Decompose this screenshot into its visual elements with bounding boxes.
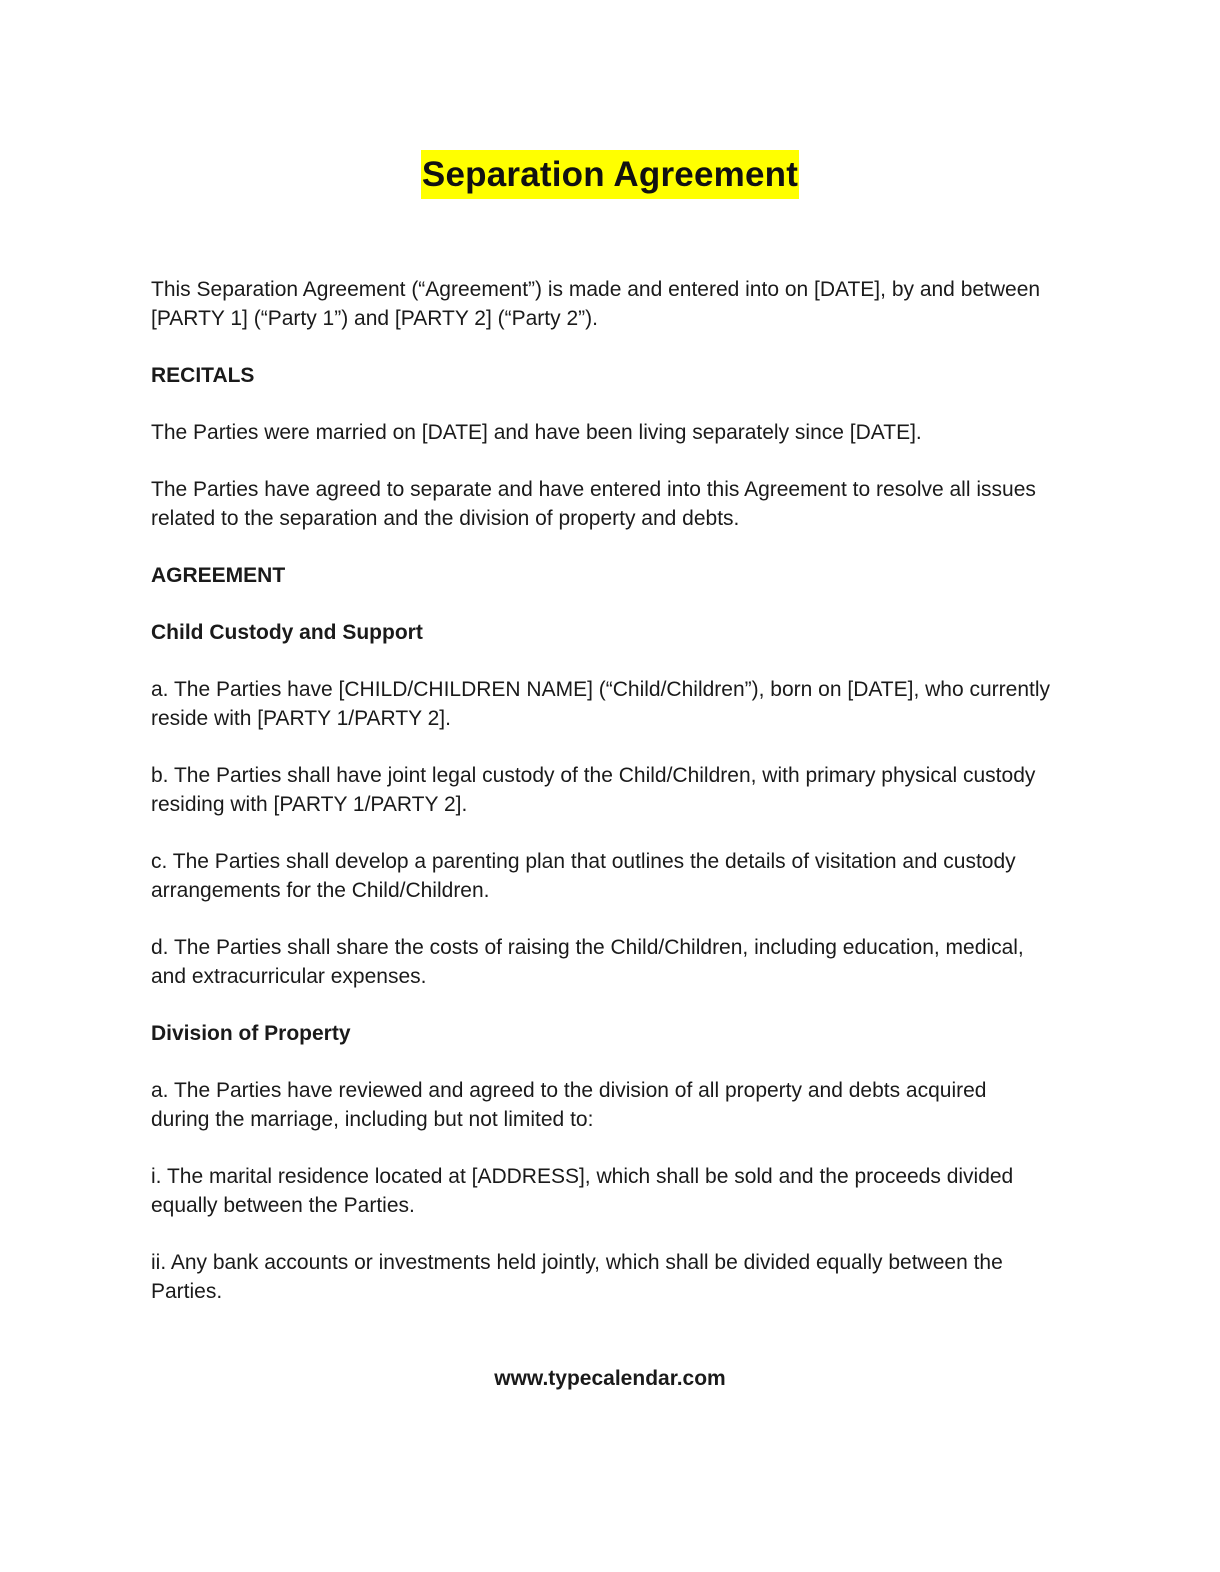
custody-item-d — [151, 933, 1081, 991]
property-item-ii — [151, 1248, 1081, 1306]
custody-b-line-1: b. The Parties shall have joint legal custody of the Child/Children, with primary physical custody — [151, 764, 1036, 787]
custody-heading: Child Custody and Support — [151, 621, 423, 644]
custody-d-line-1: d. The Parties shall share the costs of raising the Child/Children, including education, medical, — [151, 936, 1024, 959]
property-i-line-2: equally between the Parties. — [151, 1194, 415, 1217]
custody-c-line-2: arrangements for the Child/Children. — [151, 879, 490, 902]
intro-line-1: This Separation Agreement (“Agreement”) is made and entered into on [DATE], by and between — [151, 278, 1041, 301]
custody-a-line-2: reside with [PARTY 1/PARTY 2]. — [151, 707, 451, 730]
recitals-p2-line-2: related to the separation and the division of property and debts. — [151, 507, 740, 530]
agreement-heading: AGREEMENT — [151, 564, 286, 587]
custody-item-c — [151, 847, 1081, 905]
property-i-line-1: i. The marital residence located at [ADDRESS], which shall be sold and the proceeds divided — [151, 1165, 1014, 1188]
property-a-line-2: during the marriage, including but not limited to: — [151, 1108, 594, 1131]
property-ii-line-2: Parties. — [151, 1280, 223, 1303]
recitals-p1-line: The Parties were married on [DATE] and have been living separately since [DATE]. — [151, 421, 922, 444]
custody-a-line-1: a. The Parties have [CHILD/CHILDREN NAME] (“Child/Children”), born on [DATE], who currently — [151, 678, 1051, 701]
document-title: Separation Agreement — [421, 150, 799, 199]
property-item-i — [151, 1162, 1081, 1220]
document-body — [151, 275, 1081, 1334]
recitals-paragraph-2 — [151, 475, 1081, 533]
recitals-paragraph-1 — [151, 418, 1081, 447]
recitals-p2-line-1: The Parties have agreed to separate and have entered into this Agreement to resolve all issues — [151, 478, 1036, 501]
property-item-a — [151, 1076, 1081, 1134]
custody-c-line-1: c. The Parties shall develop a parenting plan that outlines the details of visitation and custody — [151, 850, 1016, 873]
intro-line-2: [PARTY 1] (“Party 1”) and [PARTY 2] (“Party 2”). — [151, 307, 598, 330]
property-a-line-1: a. The Parties have reviewed and agreed to the division of all property and debts acquired — [151, 1079, 987, 1102]
intro-paragraph — [151, 275, 1081, 333]
title-container — [0, 150, 1220, 199]
property-ii-line-1: ii. Any bank accounts or investments held jointly, which shall be divided equally between the — [151, 1251, 1003, 1274]
recitals-heading: RECITALS — [151, 364, 255, 387]
custody-b-line-2: residing with [PARTY 1/PARTY 2]. — [151, 793, 468, 816]
property-heading: Division of Property — [151, 1022, 351, 1045]
custody-item-a — [151, 675, 1081, 733]
custody-item-b — [151, 761, 1081, 819]
footer-website-link[interactable]: www.typecalendar.com — [494, 1367, 726, 1390]
custody-d-line-2: and extracurricular expenses. — [151, 965, 427, 988]
